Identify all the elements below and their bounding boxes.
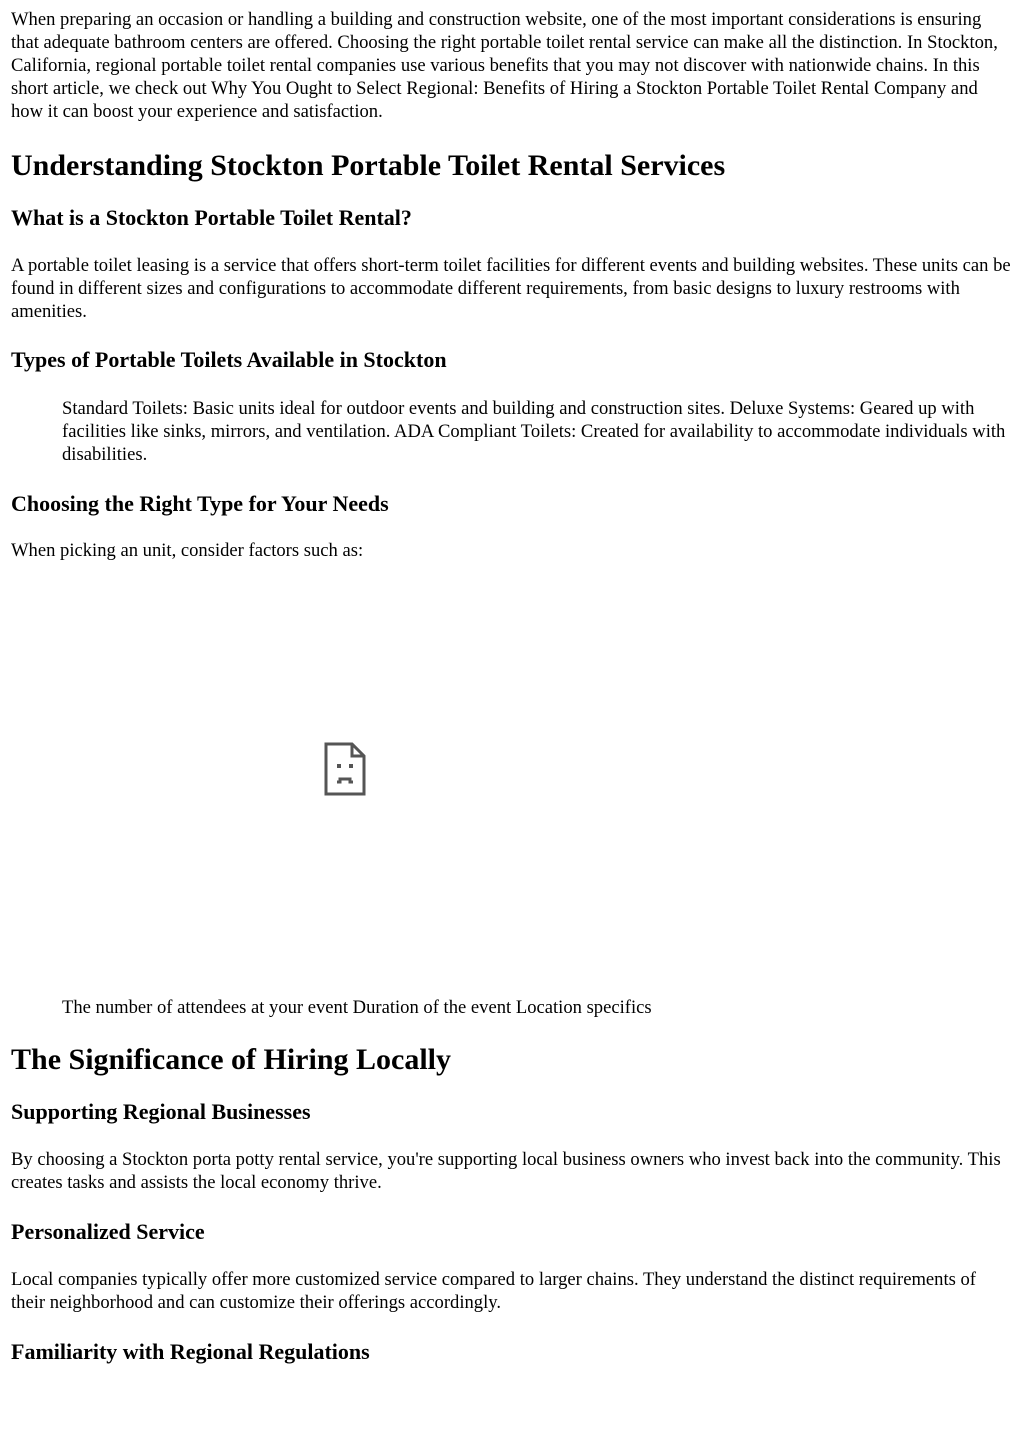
types-blockquote: Standard Toilets: Basic units ideal for outdoor events and building and construction sites. Deluxe Systems: Geared up with facilities like sinks, mirrors, and ventilation. ADA Compliant Toilets: Created for availability to accommodate individuals with disabilities. bbox=[62, 398, 1006, 465]
intro-paragraph: When preparing an occasion or handling a building and construction website, one of the most important considerations is ensuring that adequate bathroom centers are offered. Choosing the right portable toilet rental service can make all the distinction. In Stockton, California, regional portable toilet rental companies use various benefits that you may not discover with nationwide chains. In this short article, we check out Why You Ought to Select Regional: Benefits of Hiring a Stockton Portable Toilet Rental Company and how it can boost your experience and satisfaction. bbox=[11, 9, 998, 122]
paragraph-personalized: Local companies typically offer more customized service compared to larger chains. They understand the distinct requirements of their neighborhood and can customize their offerings accordingly. bbox=[11, 1269, 976, 1313]
subheading-familiarity: Familiarity with Regional Regulations bbox=[11, 1339, 370, 1364]
subheading-choosing: Choosing the Right Type for Your Needs bbox=[11, 491, 389, 516]
subheading-personalized: Personalized Service bbox=[11, 1219, 205, 1244]
paragraph-choosing: When picking an unit, consider factors such as: bbox=[11, 540, 364, 561]
paragraph-supporting: By choosing a Stockton porta potty rental service, you're supporting local business owners who invest back into the community. This creates tasks and assists the local economy thrive. bbox=[11, 1149, 1001, 1193]
broken-image-icon bbox=[324, 742, 366, 796]
broken-image bbox=[11, 562, 1013, 970]
factors-blockquote: The number of attendees at your event Duration of the event Location specifics bbox=[62, 997, 652, 1018]
subheading-types: Types of Portable Toilets Available in Stockton bbox=[11, 347, 447, 372]
section-heading-hiring-locally: The Significance of Hiring Locally bbox=[11, 1043, 451, 1076]
paragraph-what-is: A portable toilet leasing is a service that offers short-term toilet facilities for different events and building websites. These units can be found in different sizes and configurations to accommodate different requirements, from basic designs to luxury restrooms with amenities. bbox=[11, 255, 1011, 322]
section-heading-understanding: Understanding Stockton Portable Toilet Rental Services bbox=[11, 149, 726, 182]
subheading-what-is: What is a Stockton Portable Toilet Rental? bbox=[11, 205, 412, 230]
subheading-supporting: Supporting Regional Businesses bbox=[11, 1099, 311, 1124]
